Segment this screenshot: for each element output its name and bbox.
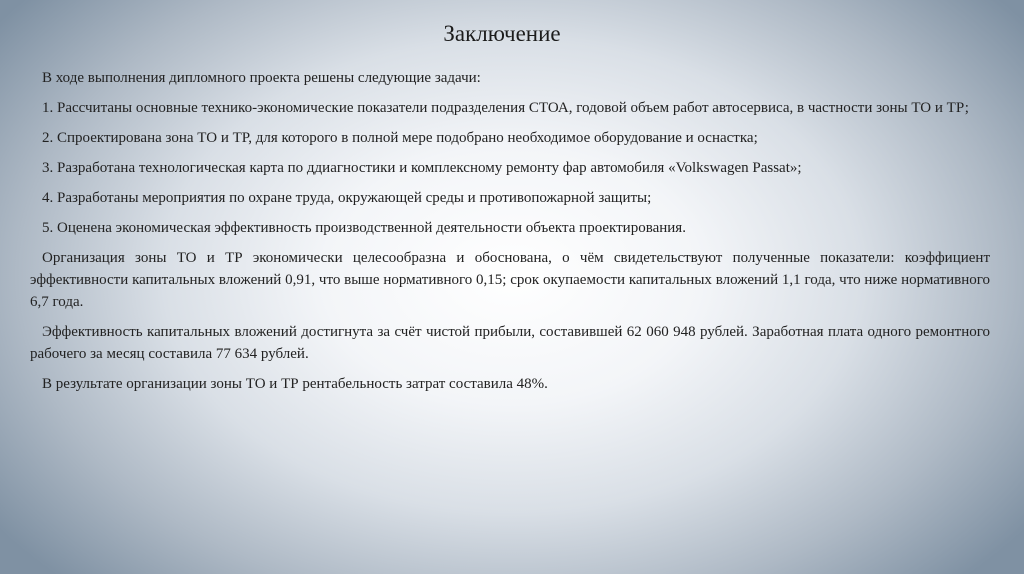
slide-body xyxy=(30,67,990,403)
conclusion-paragraph-1: Организация зоны ТО и ТР экономически целесообразна и обоснована, о чём свидетельствуют полученные показатели: коэффициент эффективности капитальных вложений 0,91, что выше нормативного 0,15; срок окупаемости капитальных вложений 1,1 года, что ниже нормативного 6,7 года. xyxy=(30,250,990,310)
task-item-2: 2. Спроектирована зона ТО и ТР, для которого в полной мере подобрано необходимое оборудование и оснастка; xyxy=(42,130,758,146)
conclusion-paragraph-3: В результате организации зоны ТО и ТР рентабельность затрат составила 48%. xyxy=(42,376,548,392)
intro-paragraph: В ходе выполнения дипломного проекта решены следующие задачи: xyxy=(42,70,481,86)
task-item-1: 1. Рассчитаны основные технико-экономические показатели подразделения СТОА, годовой объем работ автосервиса, в частности зоны ТО и ТР; xyxy=(42,100,969,116)
task-item-5: 5. Оценена экономическая эффективность производственной деятельности объекта проектирования. xyxy=(42,220,686,236)
slide-title: Заключение xyxy=(443,21,561,46)
task-item-3: 3. Разработана технологическая карта по ддиагностики и комплексному ремонту фар автомобиля «Volkswagen Passat»; xyxy=(42,160,802,176)
conclusion-paragraph-2: Эффективность капитальных вложений достигнута за счёт чистой прибыли, составившей 62 060 948 рублей. Заработная плата одного ремонтного рабочего за месяц составила 77 634 рублей. xyxy=(30,324,990,362)
task-item-4: 4. Разработаны мероприятия по охране труда, окружающей среды и противопожарной защиты; xyxy=(42,190,652,206)
